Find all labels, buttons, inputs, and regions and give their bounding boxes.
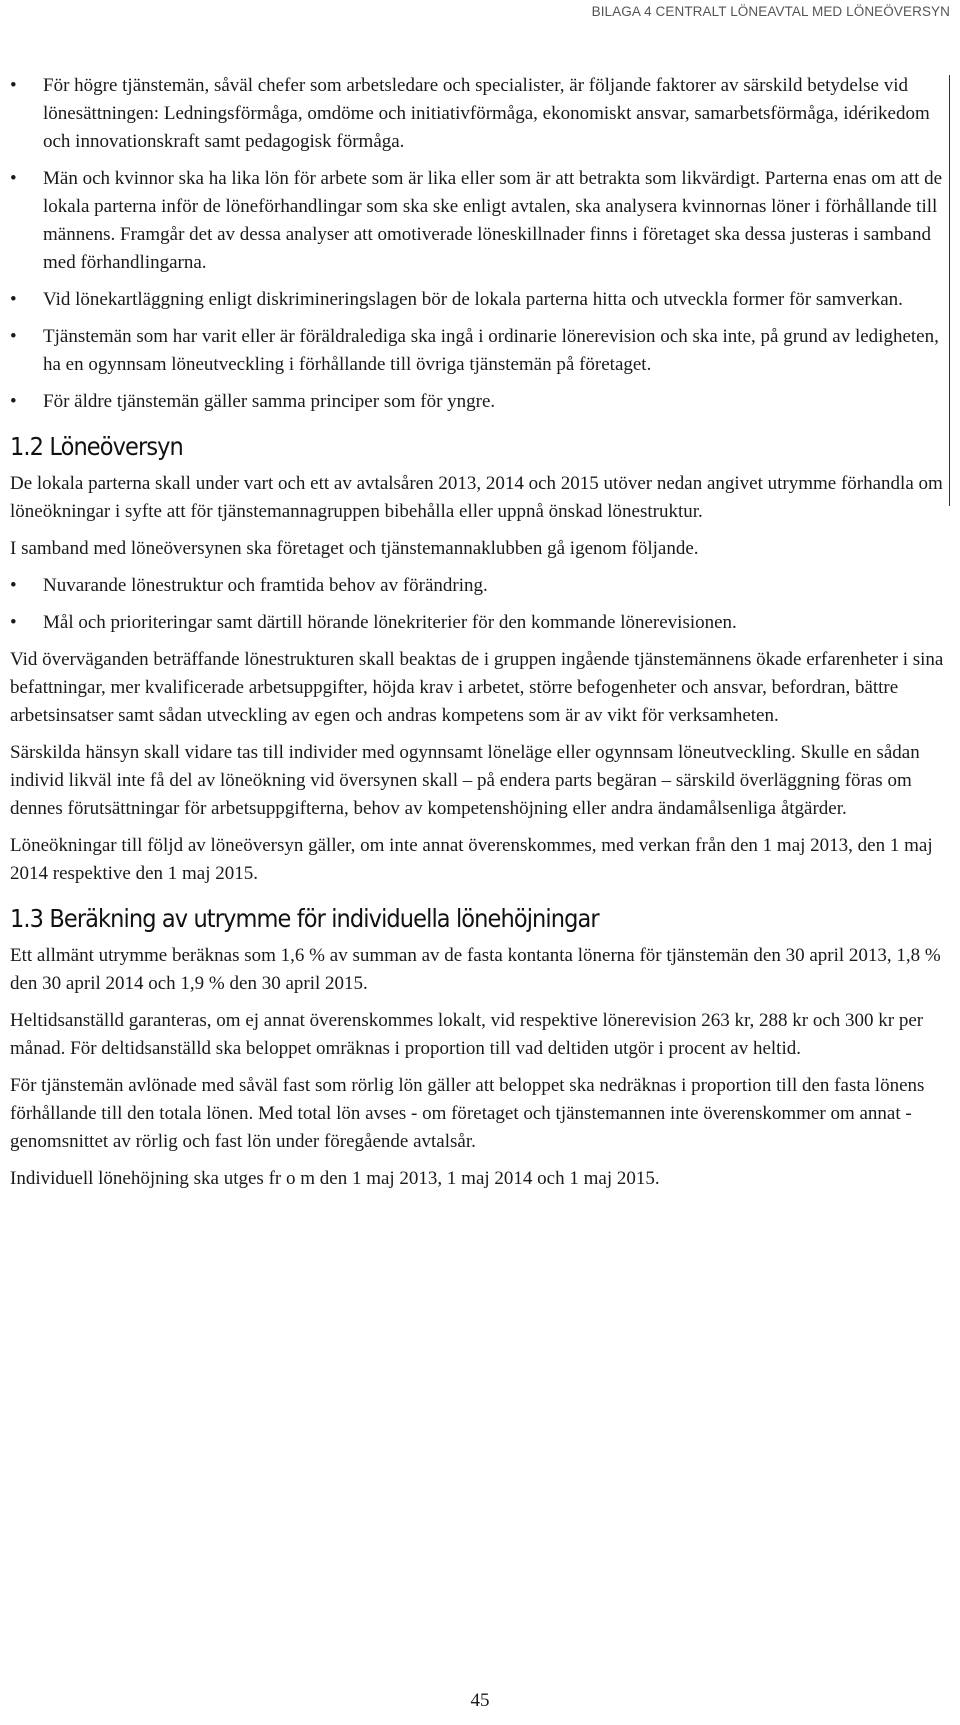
page-number: 45 <box>470 1690 490 1711</box>
section-heading-loneoversyn: 1.2 Löneöversyn <box>10 432 183 461</box>
page-header: BILAGA 4 CENTRALT LÖNEAVTAL MED LÖNEÖVERSYN <box>591 4 950 19</box>
list-item: • Vid lönekartläggning enligt diskrimineringslagen bör de lokala parterna hitta och utveckla former för samverkan. <box>10 286 950 314</box>
bullet-icon: • <box>10 75 17 96</box>
top-bullet-list <box>10 72 950 416</box>
bullet-icon: • <box>10 391 17 412</box>
paragraph: Individuell lönehöjning ska utges fr o m den 1 maj 2013, 1 maj 2014 och 1 maj 2015. <box>10 1168 660 1189</box>
list-item: • För högre tjänstemän, såväl chefer som arbetsledare och specialister, är följande faktorer av särskild betydelse vid lönesättningen: Ledningsförmåga, omdöme och initiativförmåga, ekonomiskt ansvar, samarbetsförmåga, idérikedom och innovationskraft samt pedagogisk förmåga. <box>10 72 950 156</box>
section-heading-berakning: 1.3 Beräkning av utrymme för individuella lönehöjningar <box>10 904 599 933</box>
paragraph: Heltidsanställd garanteras, om ej annat överenskommes lokalt, vid respektive lönerevision 263 kr, 288 kr och 300 kr per månad. För deltidsanställd ska beloppet omräknas i proportion till vad deltiden utgör i procent av heltid. <box>10 1010 924 1059</box>
bullet-icon: • <box>10 289 17 310</box>
review-bullet-list <box>10 572 950 637</box>
paragraph: Vid överväganden beträffande lönestrukturen skall beaktas de i gruppen ingående tjänstemännens ökade erfarenheter i sina befattningar, mer kvalificerade arbetsuppgifter, höjda krav i arbetet, större befogenheter och ansvar, befordran, bättre arbetsinsatser samt sådan utveckling av egen och andras kompetens som är av vikt för verksamheten. <box>10 649 944 726</box>
bullet-icon: • <box>10 168 17 189</box>
bullet-icon: • <box>10 326 17 347</box>
paragraph: Särskilda hänsyn skall vidare tas till individer med ogynnsamt löneläge eller ogynnsam löneutveckling. Skulle en sådan individ likväl inte få del av löneökning vid översynen skall – på endera parts begäran – särskild överläggning föras om dennes förutsättningar för arbetsuppgifterna, behov av kompetenshöjning eller andra ändamålsenliga åtgärder. <box>10 742 920 819</box>
paragraph: Löneökningar till följd av löneöversyn gäller, om inte annat överenskommes, med verkan från den 1 maj 2013, den 1 maj 2014 respektive den 1 maj 2015. <box>10 835 933 884</box>
paragraph: I samband med löneöversynen ska företaget och tjänstemannaklubben gå igenom följande. <box>10 538 699 559</box>
paragraph: För tjänstemän avlönade med såväl fast som rörlig lön gäller att beloppet ska nedräknas i proportion till den fasta lönens förhållande till den totala lönen. Med total lön avses - om företaget och tjänstemannen inte överenskommer om annat - genomsnittet av rörlig och fast lön under föregående avtalsår. <box>10 1075 925 1152</box>
bullet-icon: • <box>10 575 17 596</box>
list-item: • För äldre tjänstemän gäller samma principer som för yngre. <box>10 388 950 416</box>
list-item: • Tjänstemän som har varit eller är föräldralediga ska ingå i ordinarie lönerevision och ska inte, på grund av ledigheten, ha en ogynnsam löneutveckling i förhållande till övriga tjänstemän på företaget. <box>10 323 950 379</box>
list-item: • Män och kvinnor ska ha lika lön för arbete som är lika eller som är att betrakta som likvärdigt. Parterna enas om att de lokala parterna inför de löneförhandlingar som ska ske enligt avtalen, ska analysera kvinnornas löner i förhållande till männens. Framgår det av dessa analyser att omotiverade löneskillnader finns i företaget ska dessa justeras i samband med förhandlingarna. <box>10 165 950 277</box>
list-item: • Nuvarande lönestruktur och framtida behov av förändring. <box>10 572 950 600</box>
list-item: • Mål och prioriteringar samt därtill hörande lönekriterier för den kommande lönerevisionen. <box>10 609 950 637</box>
bullet-icon: • <box>10 612 17 633</box>
paragraph: Ett allmänt utrymme beräknas som 1,6 % av summan av de fasta kontanta lönerna för tjänstemän den 30 april 2013, 1,8 % den 30 april 2014 och 1,9 % den 30 april 2015. <box>10 945 941 994</box>
document-body <box>10 72 950 1202</box>
paragraph: De lokala parterna skall under vart och ett av avtalsåren 2013, 2014 och 2015 utöver nedan angivet utrymme förhandla om löneökningar i syfte att för tjänstemannagruppen bibehålla eller uppnå önskad lönestruktur. <box>10 473 943 522</box>
